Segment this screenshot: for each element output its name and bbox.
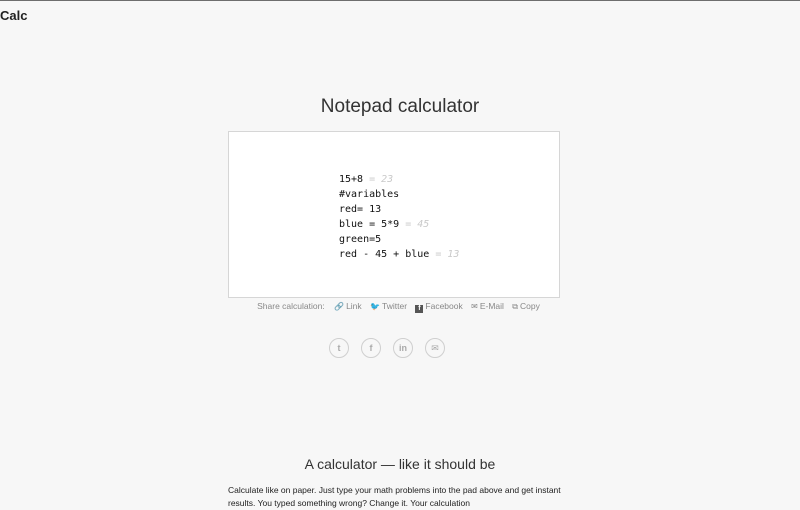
- pad-expression: red - 45 + blue: [339, 249, 430, 260]
- pad-result: = 23: [369, 174, 394, 185]
- twitter-circle-button[interactable]: [329, 338, 349, 358]
- share-label: Share calculation:: [257, 301, 325, 311]
- page-title: Notepad calculator: [320, 96, 480, 117]
- share-facebook-label: Facebook: [425, 301, 463, 311]
- pad-result: = 45: [405, 219, 430, 230]
- app-brand[interactable]: Calc: [0, 8, 28, 23]
- facebook-circle-button[interactable]: [361, 338, 381, 358]
- linkedin-circle-button[interactable]: [393, 338, 413, 358]
- section-heading: A calculator — like it should be: [304, 456, 496, 472]
- intro-paragraph: Calculate like on paper. Just type your math problems into the pad above and get instant results. You typed something wrong? Change it. Your calculation: [228, 485, 561, 508]
- pad-expression: green=5: [339, 234, 382, 245]
- pad-line[interactable]: [339, 232, 459, 247]
- share-email-label: E-Mail: [479, 301, 504, 311]
- share-bar: [0, 301, 800, 313]
- email-icon: ✉: [471, 302, 478, 311]
- pad-line[interactable]: [339, 217, 459, 232]
- share-link-button[interactable]: [334, 301, 362, 311]
- link-icon: 🔗: [334, 302, 345, 311]
- copy-icon: ⧉: [512, 302, 519, 311]
- share-facebook-button[interactable]: [415, 301, 462, 311]
- email-circle-button[interactable]: [425, 338, 445, 358]
- pad-line[interactable]: [339, 172, 459, 187]
- pad-expression: 15+8: [339, 174, 364, 185]
- pad-lines: [339, 172, 459, 262]
- calculator-pad[interactable]: [228, 131, 560, 298]
- share-twitter-button[interactable]: [370, 301, 407, 311]
- share-twitter-label: Twitter: [382, 301, 408, 311]
- pad-line[interactable]: [339, 202, 459, 217]
- email-icon: ✉: [431, 342, 439, 353]
- pad-result: = 13: [435, 249, 460, 260]
- share-email-button[interactable]: [471, 301, 504, 311]
- twitter-icon: 🐦: [370, 302, 380, 311]
- share-copy-label: Copy: [520, 301, 540, 311]
- share-link-label: Link: [346, 301, 362, 311]
- social-buttons: [329, 338, 445, 358]
- twitter-icon: t: [337, 343, 341, 353]
- facebook-icon: f: [369, 343, 373, 353]
- pad-line[interactable]: [339, 247, 459, 262]
- facebook-icon: f: [415, 305, 423, 313]
- pad-expression: blue = 5*9: [339, 219, 400, 230]
- share-copy-button[interactable]: [512, 301, 540, 311]
- pad-expression: #variables: [339, 189, 400, 200]
- pad-expression: red= 13: [339, 204, 382, 215]
- pad-line[interactable]: [339, 187, 459, 202]
- linkedin-icon: in: [399, 343, 407, 353]
